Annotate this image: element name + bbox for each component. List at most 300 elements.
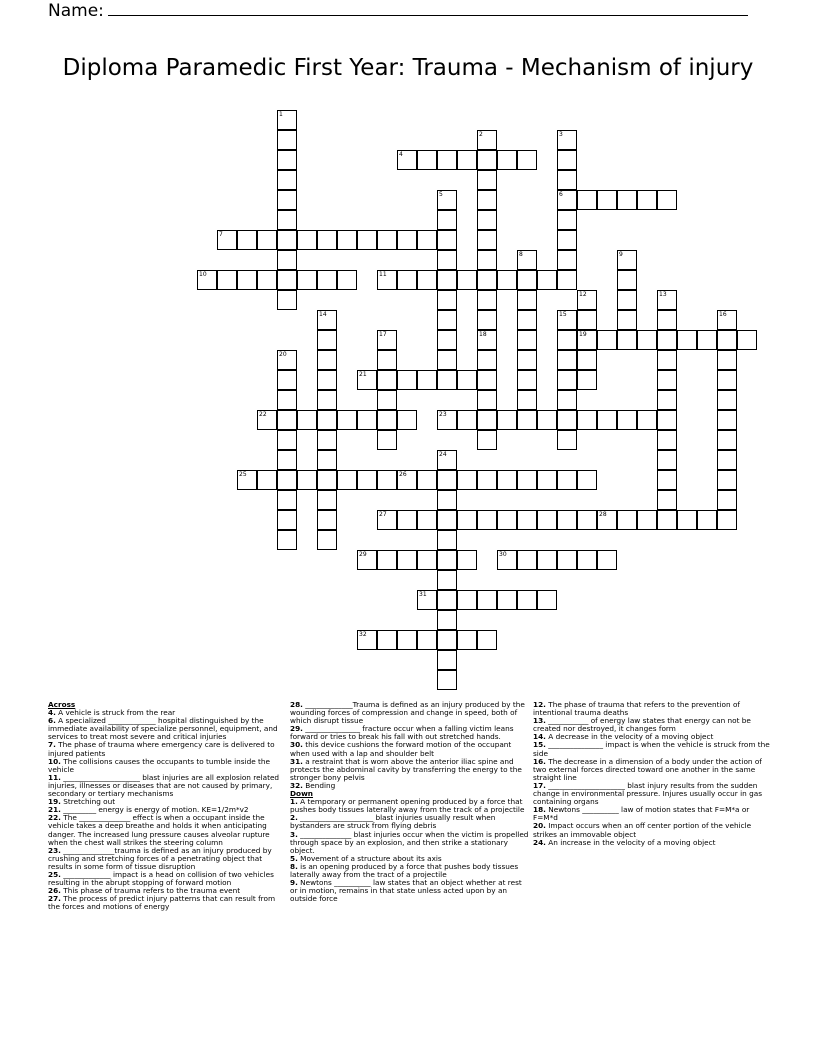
- grid-cell[interactable]: [457, 410, 477, 430]
- grid-cell[interactable]: [437, 470, 457, 490]
- clue-text: _____________________ blast injury results from the sudden change in environmental pressure. Injures usually occur in gas containing organs: [533, 780, 762, 807]
- grid-cell[interactable]: [477, 270, 497, 290]
- grid-cell[interactable]: [437, 650, 457, 670]
- grid-cell[interactable]: [337, 270, 357, 290]
- grid-cell[interactable]: [657, 390, 677, 410]
- grid-cell[interactable]: [317, 490, 337, 510]
- grid-cell[interactable]: [377, 230, 397, 250]
- grid-cell[interactable]: [677, 510, 697, 530]
- clue-text: An increase in the velocity of a moving object: [545, 837, 716, 847]
- grid-cell[interactable]: [277, 510, 297, 530]
- grid-cell[interactable]: [277, 290, 297, 310]
- clue-number: 27.: [48, 894, 61, 904]
- grid-cell[interactable]: [497, 270, 517, 290]
- clue-number: 4.: [48, 708, 56, 718]
- grid-cell[interactable]: [517, 510, 537, 530]
- grid-cell[interactable]: [577, 310, 597, 330]
- grid-cell[interactable]: [377, 550, 397, 570]
- grid-cell[interactable]: [277, 110, 297, 130]
- grid-cell[interactable]: [397, 550, 417, 570]
- grid-cell[interactable]: [457, 270, 477, 290]
- clue-item: [48, 741, 288, 757]
- grid-cell[interactable]: [677, 330, 697, 350]
- grid-cell[interactable]: [617, 270, 637, 290]
- grid-cell[interactable]: [697, 330, 717, 350]
- grid-cell[interactable]: [437, 250, 457, 270]
- grid-cell[interactable]: [417, 630, 437, 650]
- clues-column-3: [533, 701, 773, 847]
- grid-cell[interactable]: [657, 430, 677, 450]
- grid-cell[interactable]: [657, 310, 677, 330]
- grid-cell[interactable]: [617, 250, 637, 270]
- grid-cell[interactable]: [317, 270, 337, 290]
- grid-cell[interactable]: [437, 310, 457, 330]
- grid-cell[interactable]: [617, 190, 637, 210]
- cell-number: 19: [579, 331, 587, 338]
- clue-text: Bending: [302, 780, 336, 790]
- grid-cell[interactable]: [557, 410, 577, 430]
- grid-cell[interactable]: [477, 210, 497, 230]
- grid-cell[interactable]: [437, 570, 457, 590]
- grid-cell[interactable]: [477, 370, 497, 390]
- grid-cell[interactable]: [657, 410, 677, 430]
- grid-cell[interactable]: [637, 190, 657, 210]
- grid-cell[interactable]: [517, 590, 537, 610]
- grid-cell[interactable]: [557, 270, 577, 290]
- cell-number: 24: [439, 451, 447, 458]
- grid-cell[interactable]: [277, 390, 297, 410]
- clue-number: 10.: [48, 756, 61, 766]
- grid-cell[interactable]: [717, 370, 737, 390]
- grid-cell[interactable]: [357, 550, 377, 570]
- clue-item: [533, 717, 773, 733]
- clue-item: [290, 782, 530, 790]
- clue-text: Newtons __________ law states that an object whether at rest or in motion, remains in that state unless acted upon by an outside force: [290, 878, 522, 904]
- grid-cell[interactable]: [717, 490, 737, 510]
- clue-number: 11.: [48, 772, 61, 782]
- grid-cell[interactable]: [317, 370, 337, 390]
- grid-cell[interactable]: [417, 470, 437, 490]
- grid-cell[interactable]: [657, 350, 677, 370]
- grid-cell[interactable]: [717, 410, 737, 430]
- grid-cell[interactable]: [597, 190, 617, 210]
- grid-cell[interactable]: [297, 470, 317, 490]
- grid-cell[interactable]: [317, 310, 337, 330]
- grid-cell[interactable]: [277, 150, 297, 170]
- clue-number: 21.: [48, 805, 61, 815]
- grid-cell[interactable]: [477, 590, 497, 610]
- grid-cell[interactable]: [337, 410, 357, 430]
- grid-cell[interactable]: [477, 230, 497, 250]
- grid-cell[interactable]: [577, 290, 597, 310]
- grid-cell[interactable]: [617, 330, 637, 350]
- grid-cell[interactable]: [337, 470, 357, 490]
- grid-cell[interactable]: [277, 130, 297, 150]
- grid-cell[interactable]: [477, 170, 497, 190]
- grid-cell[interactable]: [557, 390, 577, 410]
- grid-cell[interactable]: [517, 390, 537, 410]
- clue-item: [48, 871, 288, 887]
- grid-cell[interactable]: [477, 250, 497, 270]
- grid-cell[interactable]: [377, 370, 397, 390]
- grid-cell[interactable]: [657, 490, 677, 510]
- clue-text: ___________ of energy law states that energy can not be created nor destroyed, it changes form: [533, 716, 751, 734]
- grid-cell[interactable]: [437, 230, 457, 250]
- grid-cell[interactable]: [497, 470, 517, 490]
- clue-number: 14.: [533, 732, 546, 742]
- clue-item: [290, 863, 530, 879]
- grid-cell[interactable]: [437, 290, 457, 310]
- grid-cell[interactable]: [657, 510, 677, 530]
- cell-number: 20: [279, 351, 287, 358]
- grid-cell[interactable]: [457, 150, 477, 170]
- grid-cell[interactable]: [637, 330, 657, 350]
- clue-number: 22.: [48, 813, 61, 823]
- grid-cell[interactable]: [437, 150, 457, 170]
- grid-cell[interactable]: [717, 450, 737, 470]
- grid-cell[interactable]: [517, 270, 537, 290]
- grid-cell[interactable]: [277, 250, 297, 270]
- cell-number: 22: [259, 411, 267, 418]
- grid-cell[interactable]: [357, 630, 377, 650]
- grid-cell[interactable]: [597, 510, 617, 530]
- grid-cell[interactable]: [257, 230, 277, 250]
- grid-cell[interactable]: [477, 430, 497, 450]
- grid-cell[interactable]: [277, 190, 297, 210]
- grid-cell[interactable]: [557, 190, 577, 210]
- grid-cell[interactable]: [277, 530, 297, 550]
- grid-cell[interactable]: [517, 330, 537, 350]
- grid-cell[interactable]: [537, 410, 557, 430]
- grid-cell[interactable]: [437, 510, 457, 530]
- grid-cell[interactable]: [397, 270, 417, 290]
- grid-cell[interactable]: [437, 630, 457, 650]
- grid-cell[interactable]: [377, 470, 397, 490]
- cell-number: 9: [619, 251, 623, 258]
- clue-number: 7.: [48, 740, 56, 750]
- clue-number: 13.: [533, 716, 546, 726]
- grid-cell[interactable]: [557, 170, 577, 190]
- clue-number: 23.: [48, 845, 61, 855]
- grid-cell[interactable]: [277, 230, 297, 250]
- grid-cell[interactable]: [577, 190, 597, 210]
- grid-cell[interactable]: [617, 510, 637, 530]
- grid-cell[interactable]: [477, 470, 497, 490]
- cell-number: 4: [399, 151, 403, 158]
- grid-cell[interactable]: [277, 410, 297, 430]
- clue-number: 2.: [290, 813, 298, 823]
- clue-number: 19.: [48, 797, 61, 807]
- grid-cell[interactable]: [657, 330, 677, 350]
- grid-cell[interactable]: [377, 350, 397, 370]
- grid-cell[interactable]: [577, 550, 597, 570]
- grid-cell[interactable]: [557, 130, 577, 150]
- clue-item: [48, 847, 288, 871]
- grid-cell[interactable]: [717, 470, 737, 490]
- grid-cell[interactable]: [577, 470, 597, 490]
- grid-cell[interactable]: [257, 470, 277, 490]
- grid-cell[interactable]: [517, 410, 537, 430]
- grid-cell[interactable]: [437, 550, 457, 570]
- grid-cell[interactable]: [717, 310, 737, 330]
- grid-cell[interactable]: [557, 430, 577, 450]
- grid-cell[interactable]: [477, 310, 497, 330]
- grid-cell[interactable]: [397, 230, 417, 250]
- grid-cell[interactable]: [477, 290, 497, 310]
- grid-cell[interactable]: [317, 450, 337, 470]
- clue-text: this device cushions the forward motion of the occupant when used with a lap and shoulder belt: [290, 740, 512, 758]
- grid-cell[interactable]: [477, 330, 497, 350]
- grid-cell[interactable]: [437, 350, 457, 370]
- grid-cell[interactable]: [237, 470, 257, 490]
- clue-item: [533, 741, 773, 757]
- grid-cell[interactable]: [697, 510, 717, 530]
- grid-cell[interactable]: [717, 330, 737, 350]
- grid-cell[interactable]: [457, 590, 477, 610]
- grid-cell[interactable]: [377, 330, 397, 350]
- across-heading: Across: [48, 700, 76, 709]
- grid-cell[interactable]: [657, 190, 677, 210]
- grid-cell[interactable]: [377, 430, 397, 450]
- grid-cell[interactable]: [397, 370, 417, 390]
- grid-cell[interactable]: [437, 610, 457, 630]
- clues-column-1: [48, 701, 288, 911]
- clue-text: ____________________ blast injuries usually result when bystanders are struck from flying debris: [290, 813, 496, 831]
- clue-number: 25.: [48, 869, 61, 879]
- cell-number: 3: [559, 131, 563, 138]
- grid-cell[interactable]: [357, 230, 377, 250]
- grid-cell[interactable]: [437, 190, 457, 210]
- grid-cell[interactable]: [477, 410, 497, 430]
- grid-cell[interactable]: [317, 470, 337, 490]
- grid-cell[interactable]: [397, 150, 417, 170]
- clue-item: [290, 741, 530, 757]
- grid-cell[interactable]: [197, 270, 217, 290]
- clue-text: Impact occurs when an off center portion of the vehicle strikes an immovable object: [533, 821, 752, 839]
- grid-cell[interactable]: [317, 390, 337, 410]
- clue-text: _____________ impact is a head on collision of two vehicles resulting in the abrupt stopping of forward motion: [48, 869, 274, 888]
- grid-cell[interactable]: [557, 350, 577, 370]
- grid-cell[interactable]: [277, 370, 297, 390]
- grid-cell[interactable]: [417, 230, 437, 250]
- grid-cell[interactable]: [217, 270, 237, 290]
- grid-cell[interactable]: [277, 170, 297, 190]
- grid-cell[interactable]: [497, 590, 517, 610]
- grid-cell[interactable]: [637, 410, 657, 430]
- grid-cell[interactable]: [577, 350, 597, 370]
- grid-cell[interactable]: [557, 250, 577, 270]
- grid-cell[interactable]: [637, 510, 657, 530]
- grid-cell[interactable]: [657, 370, 677, 390]
- grid-cell[interactable]: [437, 370, 457, 390]
- clue-item: [533, 758, 773, 782]
- grid-cell[interactable]: [237, 230, 257, 250]
- grid-cell[interactable]: [657, 290, 677, 310]
- grid-cell[interactable]: [437, 670, 457, 690]
- grid-cell[interactable]: [577, 330, 597, 350]
- grid-cell[interactable]: [477, 130, 497, 150]
- grid-cell[interactable]: [657, 450, 677, 470]
- grid-cell[interactable]: [577, 510, 597, 530]
- grid-cell[interactable]: [617, 290, 637, 310]
- grid-cell[interactable]: [557, 210, 577, 230]
- grid-cell[interactable]: [517, 470, 537, 490]
- grid-cell[interactable]: [657, 470, 677, 490]
- clue-item: [48, 895, 288, 911]
- grid-cell[interactable]: [437, 410, 457, 430]
- grid-cell[interactable]: [377, 270, 397, 290]
- grid-cell[interactable]: [497, 150, 517, 170]
- grid-cell[interactable]: [437, 490, 457, 510]
- grid-cell[interactable]: [377, 410, 397, 430]
- grid-cell[interactable]: [477, 510, 497, 530]
- grid-cell[interactable]: [437, 450, 457, 470]
- cell-number: 13: [659, 291, 667, 298]
- grid-cell[interactable]: [417, 150, 437, 170]
- grid-cell[interactable]: [417, 590, 437, 610]
- grid-cell[interactable]: [317, 410, 337, 430]
- grid-cell[interactable]: [437, 590, 457, 610]
- grid-cell[interactable]: [317, 230, 337, 250]
- grid-cell[interactable]: [317, 510, 337, 530]
- clue-item: [290, 798, 530, 814]
- grid-cell[interactable]: [257, 270, 277, 290]
- grid-cell[interactable]: [357, 410, 377, 430]
- grid-cell[interactable]: [477, 150, 497, 170]
- grid-cell[interactable]: [377, 390, 397, 410]
- grid-cell[interactable]: [457, 510, 477, 530]
- grid-cell[interactable]: [477, 630, 497, 650]
- grid-cell[interactable]: [457, 370, 477, 390]
- grid-cell[interactable]: [557, 470, 577, 490]
- cell-number: 15: [559, 311, 567, 318]
- grid-cell[interactable]: [597, 410, 617, 430]
- grid-cell[interactable]: [277, 210, 297, 230]
- grid-cell[interactable]: [617, 310, 637, 330]
- grid-cell[interactable]: [517, 550, 537, 570]
- grid-cell[interactable]: [477, 390, 497, 410]
- grid-cell[interactable]: [557, 510, 577, 530]
- grid-cell[interactable]: [597, 550, 617, 570]
- grid-cell[interactable]: [717, 390, 737, 410]
- grid-cell[interactable]: [437, 270, 457, 290]
- grid-cell[interactable]: [577, 410, 597, 430]
- grid-cell[interactable]: [237, 270, 257, 290]
- grid-cell[interactable]: [277, 430, 297, 450]
- grid-cell[interactable]: [417, 370, 437, 390]
- grid-cell[interactable]: [497, 410, 517, 430]
- grid-cell[interactable]: [317, 530, 337, 550]
- grid-cell[interactable]: [377, 630, 397, 650]
- clue-number: 16.: [533, 756, 546, 766]
- grid-cell[interactable]: [217, 230, 237, 250]
- grid-cell[interactable]: [737, 330, 757, 350]
- grid-cell[interactable]: [317, 430, 337, 450]
- clue-text: A temporary or permanent opening produced by a force that pushes body tissues laterally away from the track of a projectile: [290, 797, 525, 815]
- grid-cell[interactable]: [277, 470, 297, 490]
- grid-cell[interactable]: [537, 510, 557, 530]
- grid-cell[interactable]: [457, 550, 477, 570]
- grid-cell[interactable]: [297, 410, 317, 430]
- grid-cell[interactable]: [497, 550, 517, 570]
- down-heading: Down: [290, 789, 314, 799]
- clue-text: is an opening produced by a force that pushes body tissues laterally away from the tract of a projectile: [290, 861, 519, 879]
- grid-cell[interactable]: [537, 590, 557, 610]
- grid-cell[interactable]: [617, 410, 637, 430]
- grid-cell[interactable]: [397, 470, 417, 490]
- grid-cell[interactable]: [557, 370, 577, 390]
- grid-cell[interactable]: [597, 330, 617, 350]
- grid-cell[interactable]: [297, 270, 317, 290]
- clue-number: 20.: [533, 821, 546, 831]
- grid-cell[interactable]: [437, 330, 457, 350]
- grid-cell[interactable]: [557, 330, 577, 350]
- grid-cell[interactable]: [437, 210, 457, 230]
- grid-cell[interactable]: [337, 230, 357, 250]
- grid-cell[interactable]: [397, 410, 417, 430]
- grid-cell[interactable]: [517, 250, 537, 270]
- grid-cell[interactable]: [537, 470, 557, 490]
- clue-text: Stretching out: [60, 797, 116, 807]
- clue-item: [290, 758, 530, 782]
- grid-cell[interactable]: [517, 370, 537, 390]
- grid-cell[interactable]: [297, 230, 317, 250]
- grid-cell[interactable]: [277, 450, 297, 470]
- grid-cell[interactable]: [717, 350, 737, 370]
- grid-cell[interactable]: [517, 290, 537, 310]
- clue-item: [290, 725, 530, 741]
- clue-item: [533, 806, 773, 822]
- grid-cell[interactable]: [477, 350, 497, 370]
- grid-cell[interactable]: [517, 350, 537, 370]
- clue-number: 32.: [290, 780, 303, 790]
- grid-cell[interactable]: [277, 350, 297, 370]
- grid-cell[interactable]: [457, 470, 477, 490]
- grid-cell[interactable]: [397, 630, 417, 650]
- grid-cell[interactable]: [457, 630, 477, 650]
- cell-number: 10: [199, 271, 207, 278]
- grid-cell[interactable]: [517, 310, 537, 330]
- grid-cell[interactable]: [417, 510, 437, 530]
- grid-cell[interactable]: [317, 330, 337, 350]
- grid-cell[interactable]: [377, 510, 397, 530]
- grid-cell[interactable]: [557, 150, 577, 170]
- grid-cell[interactable]: [437, 530, 457, 550]
- grid-cell[interactable]: [557, 550, 577, 570]
- grid-cell[interactable]: [277, 490, 297, 510]
- grid-cell[interactable]: [717, 430, 737, 450]
- grid-cell[interactable]: [477, 190, 497, 210]
- grid-cell[interactable]: [257, 410, 277, 430]
- grid-cell[interactable]: [397, 510, 417, 530]
- grid-cell[interactable]: [497, 510, 517, 530]
- grid-cell[interactable]: [537, 550, 557, 570]
- grid-cell[interactable]: [357, 470, 377, 490]
- grid-cell[interactable]: [557, 230, 577, 250]
- clue-number: 17.: [533, 780, 546, 790]
- grid-cell[interactable]: [277, 270, 297, 290]
- clue-text: ______________ blast injuries occur when the victim is propelled through space by an explosion, and then strike a stationary object.: [290, 829, 529, 855]
- grid-cell[interactable]: [557, 310, 577, 330]
- grid-cell[interactable]: [517, 150, 537, 170]
- grid-cell[interactable]: [317, 350, 337, 370]
- grid-cell[interactable]: [357, 370, 377, 390]
- grid-cell[interactable]: [717, 510, 737, 530]
- grid-cell[interactable]: [417, 550, 437, 570]
- grid-cell[interactable]: [537, 270, 557, 290]
- grid-cell[interactable]: [577, 370, 597, 390]
- grid-cell[interactable]: [417, 270, 437, 290]
